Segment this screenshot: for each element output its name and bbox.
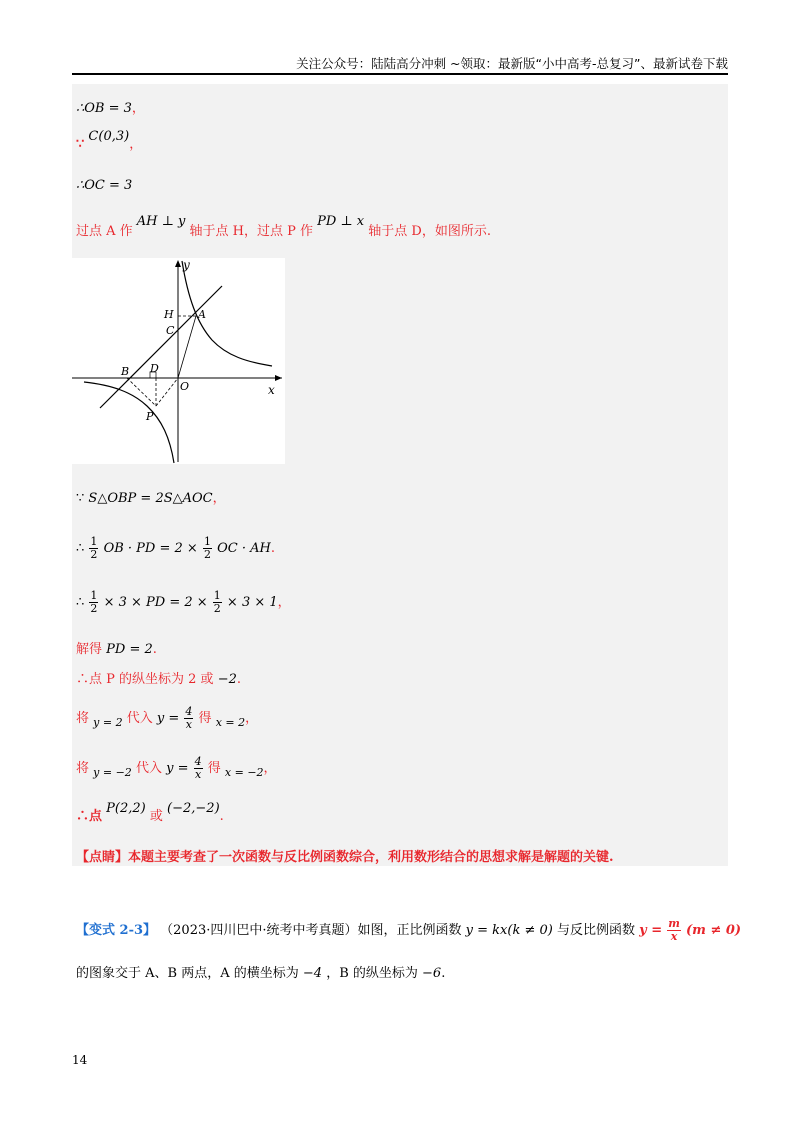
line-p-ordinate [76,668,241,687]
text: 或 [149,809,163,824]
therefore-symbol: ∴ [76,595,85,610]
expr: (m ≠ 0) [686,923,742,938]
line-substitute-2 [76,756,277,781]
label-x: x [268,383,275,397]
op-segment [156,378,178,406]
label-b: B [121,365,130,378]
x-axis-arrow [275,375,282,381]
oc-eq: ∴OC = 3 [76,178,133,193]
line-area-sub [76,590,291,615]
hyperbola-branch-2 [84,382,174,463]
text: 过点 A 作 [76,224,133,239]
line-conclusion [76,801,224,824]
variant-problem-line-1 [76,918,741,943]
because-symbol: ∵ [76,491,85,506]
fraction-half: $\frac{1}{2}$ [90,589,98,615]
line-construct [76,214,491,239]
expr: x = −2 [224,766,264,779]
punct: ， [129,137,143,152]
page-header: 关注公众号：陆陆高分冲刺 ~领取：最新版“小中高考-总复习”、最新试卷下载 [296,56,728,71]
variant-tag: 【变式 2-3】 [76,923,157,938]
punct: ， [131,101,145,116]
expr: y = −2 [93,766,132,779]
coordinate-diagram [72,258,285,464]
text: ∴点 [76,809,103,824]
pd-value: PD = 2 [106,642,153,657]
punct: . [441,966,446,981]
because-symbol: ∵ [76,137,85,152]
ob-eq: ∴OB = 3 [76,101,132,116]
text: 解得 [76,642,103,657]
text: ，B 的纵坐标为 [326,966,418,981]
expr: y = [639,923,663,938]
text: 的图象交于 A、B 两点，A 的横坐标为 [76,966,299,981]
point-p2: (−2,−2) [167,801,220,816]
text: ∴点 P 的纵坐标为 2 或 [76,672,214,687]
fraction-m-over-x: $\frac{m}{x}$ [668,917,680,943]
label-p: P [146,410,154,423]
header-rule [72,73,728,75]
line-ob [76,97,145,116]
expr: x = 2 [215,716,246,729]
expr: OC · AH [217,541,271,556]
fraction-half: $\frac{1}{2}$ [203,535,211,561]
text: 将 [76,761,90,776]
label-o: O [180,380,190,393]
c-point: C(0,3) [88,129,130,144]
punct: ， [245,711,259,726]
fraction-half: $\frac{1}{2}$ [213,589,221,615]
text: 代入 [126,711,153,726]
punct: ， [212,491,226,506]
direct-proportion-fn: y = kx(k ≠ 0) [465,923,553,938]
variant-source: （2023·四川巴中·统考中考真题）如图，正比例函数 [160,923,462,938]
ah-perp: AH ⊥ y [136,214,186,229]
expr: × 3 × PD = 2 × [103,595,208,610]
text: 将 [76,711,90,726]
variant-problem-line-2 [76,962,445,981]
label-h: H [164,308,174,321]
text: 代入 [135,761,162,776]
expr: y = [156,711,180,726]
value: −4 [302,966,323,981]
label-d: D [150,362,159,375]
expr: y = [166,761,189,776]
punct: . [270,541,275,556]
therefore-symbol: ∴ [76,541,85,556]
line-c-point [76,129,143,152]
text: 得 [207,761,221,776]
punct: . [219,809,224,824]
value: −6 [422,966,442,981]
label-c: C [166,324,175,337]
line-substitute-1 [76,706,258,731]
text: 得 [198,711,212,726]
page-number: 14 [72,1053,88,1067]
line-area-relation [76,487,226,506]
punct: . [236,672,242,687]
hyperbola-branch-1 [182,261,272,366]
fraction-4-over-x: $\frac{4}{x}$ [194,755,202,781]
fraction-half: $\frac{1}{2}$ [90,535,98,561]
text: 与反比例函数 [556,923,635,938]
fraction-4-over-x: $\frac{4}{x}$ [185,705,193,731]
point-p1: P(2,2) [106,801,146,816]
text: 轴于点 D，如图所示. [368,224,491,239]
line-oc [76,178,132,193]
punct: . [152,642,157,657]
expr: OB · PD = 2 × [103,541,198,556]
oa-segment [178,316,196,378]
pd-perp: PD ⊥ x [317,214,365,229]
solution-box [72,84,728,866]
punct: ， [263,761,277,776]
label-y: y [183,258,190,272]
y-axis-arrow [175,260,181,267]
geometry-figure [72,258,285,464]
expr: × 3 × 1 [226,595,278,610]
area-eq: S△OBP = 2S△AOC [88,491,213,506]
expr: y = 2 [93,716,123,729]
value: −2 [217,672,237,687]
text: 轴于点 H，过点 P 作 [189,224,313,239]
line-area-expand [76,536,275,561]
punct: ， [277,595,291,610]
label-a: A [198,308,206,321]
line-dianjing: 【点睛】本题主要考查了一次函数与反比例函数综合，利用数形结合的思想求解是解题的关键. [76,850,614,865]
line-solve-pd [76,638,157,657]
